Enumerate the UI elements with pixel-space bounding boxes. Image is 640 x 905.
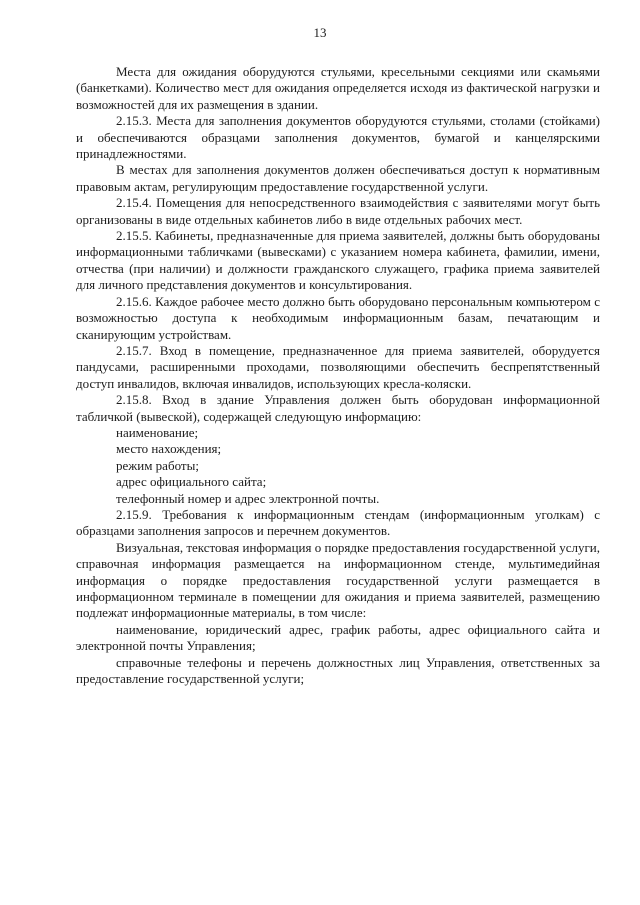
page-number: 13	[313, 25, 327, 40]
list-item-location: место нахождения;	[116, 441, 222, 457]
paragraph-2-15-9: 2.15.9. Требования к информационным стендам (информационным уголкам) с образцами заполнения запросов и перечнем документов.	[76, 506, 600, 539]
paragraph-document-access: В местах для заполнения документов должен обеспечиваться доступ к нормативным правовым актам, регулирующим предоставление государственной услуги.	[76, 162, 600, 194]
paragraph-waiting-places: Места для ожидания оборудуются стульями, кресельными секциями или скамьями (банкетками). Количество мест для ожидания определяется исходя из фактической нагрузки и возможностей для их размещения в здании.	[76, 64, 600, 112]
paragraph-2-15-3: 2.15.3. Места для заполнения документов оборудуются стульями, столами (стойками) и обеспечиваются образцами заполнения документов, бумагой и канцелярскими принадлежностями.	[76, 113, 600, 162]
paragraph-2-15-6: 2.15.6. Каждое рабочее место должно быть оборудовано персональным компьютером с возможностью доступа к необходимым информационным базам, печатающим и сканирующим устройствам.	[76, 293, 600, 342]
list-item-name: наименование;	[116, 424, 199, 440]
paragraph-visual-info: Визуальная, текстовая информация о порядке предоставления государственной услуги, справочная информация размещается на информационном стенде, мультимедийная информация о порядке предоставления государственной услуги размещается в информационном терминале в помещении для ожидания и приема заявителей, размещению подлежат информационные материалы, в том числе:	[76, 539, 600, 621]
document-body	[76, 64, 600, 687]
paragraph-2-15-7: 2.15.7. Вход в помещение, предназначенное для приема заявителей, оборудуется пандусами, расширенными проходами, позволяющими обеспечить беспрепятственный доступ инвалидов, включая инвалидов, использующих кресла-коляски.	[76, 342, 600, 391]
paragraph-2-15-5: 2.15.5. Кабинеты, предназначенные для приема заявителей, должны быть оборудованы информационными табличками (вывесками) с указанием номера кабинета, фамилии, имени, отчества (при наличии) и должности гражданского служащего, графика приема заявителей для личного представления документов и консультирования.	[76, 228, 600, 293]
list-item-phone-email: телефонный номер и адрес электронной почты.	[116, 490, 380, 506]
paragraph-reference-phones: справочные телефоны и перечень должностных лиц Управления, ответственных за предоставление государственной услуги;	[76, 654, 600, 687]
paragraph-2-15-8: 2.15.8. Вход в здание Управления должен быть оборудован информационной табличкой (вывеской), содержащей следующую информацию:	[76, 392, 600, 424]
paragraph-2-15-4: 2.15.4. Помещения для непосредственного взаимодействия с заявителями могут быть организованы в виде отдельных кабинетов либо в виде отдельных рабочих мест.	[76, 195, 600, 227]
list-item-work-mode: режим работы;	[116, 457, 199, 473]
list-item-website: адрес официального сайта;	[116, 474, 267, 490]
paragraph-name-address: наименование, юридический адрес, график работы, адрес официального сайта и электронной почты Управления;	[76, 621, 600, 654]
